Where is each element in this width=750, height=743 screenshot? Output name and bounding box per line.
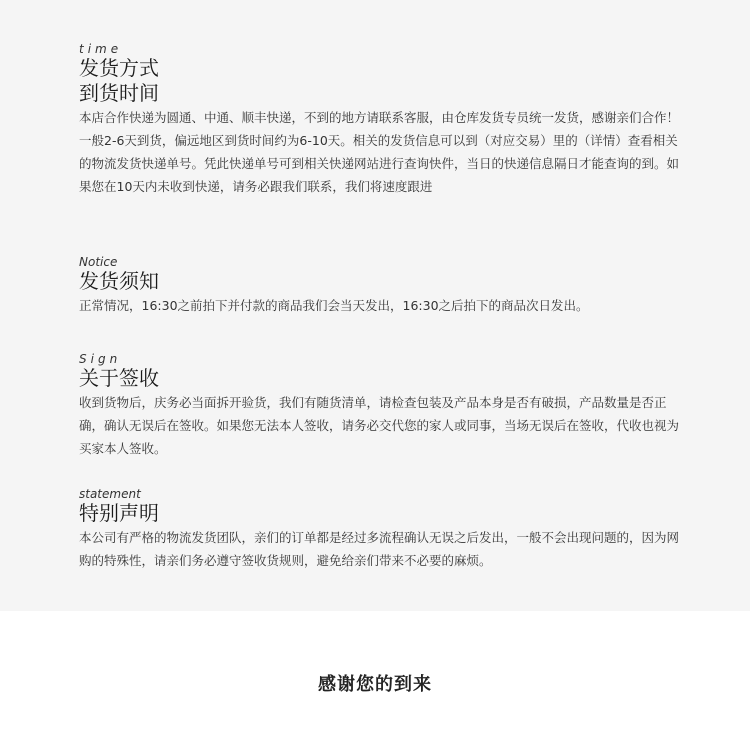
section-eyebrow: statement	[79, 487, 141, 501]
section-body: 本公司有严格的物流发货团队，亲们的订单都是经过多流程确认无误之后发出，一般不会出现问题的，因为网购的特殊性，请亲们务必遵守签收货规则，避免给亲们带来不必要的麻烦。	[79, 530, 680, 568]
section-body: 收到货物后，庆务必当面拆开验货，我们有随货清单，请检查包装及产品本身是否有破损，产品数量是否正确，确认无误后在签收。如果您无法本人签收，请务必交代您的家人或同事，当场无误后在签收，代收也视为买家本人签收。	[79, 395, 680, 456]
section-title: 发货方式	[79, 56, 159, 80]
section-eyebrow: Sign	[79, 352, 122, 366]
section-notice	[79, 255, 679, 317]
section-body: 本店合作快递为圆通、中通、顺丰快递，不到的地方请联系客服，由仓库发货专员统一发货，感谢亲们合作！一般2-6天到货，偏远地区到货时间约为6-10天。相关的发货信息可以到（对应交易）里的（详情）查看相关的物流发货快递单号。凭此快递单号可到相关快递网站进行查询快件，当日的快递信息隔日才能查询的到。如果您在10天内未收到快递，请务必跟我们联系，我们将速度跟进	[79, 110, 680, 194]
section-eyebrow: time	[79, 42, 123, 56]
section-subtitle: 到货时间	[79, 81, 159, 105]
section-time	[79, 42, 679, 198]
section-sign	[79, 352, 679, 460]
section-eyebrow: Notice	[79, 255, 118, 269]
section-body: 正常情况，16:30之前拍下并付款的商品我们会当天发出，16:30之后拍下的商品次日发出。	[79, 298, 589, 313]
section-statement	[79, 487, 679, 572]
section-title: 特别声明	[79, 501, 159, 525]
section-title: 发货须知	[79, 269, 159, 293]
thanks-footer: 感谢您的到来	[318, 674, 432, 695]
section-title: 关于签收	[79, 366, 159, 390]
